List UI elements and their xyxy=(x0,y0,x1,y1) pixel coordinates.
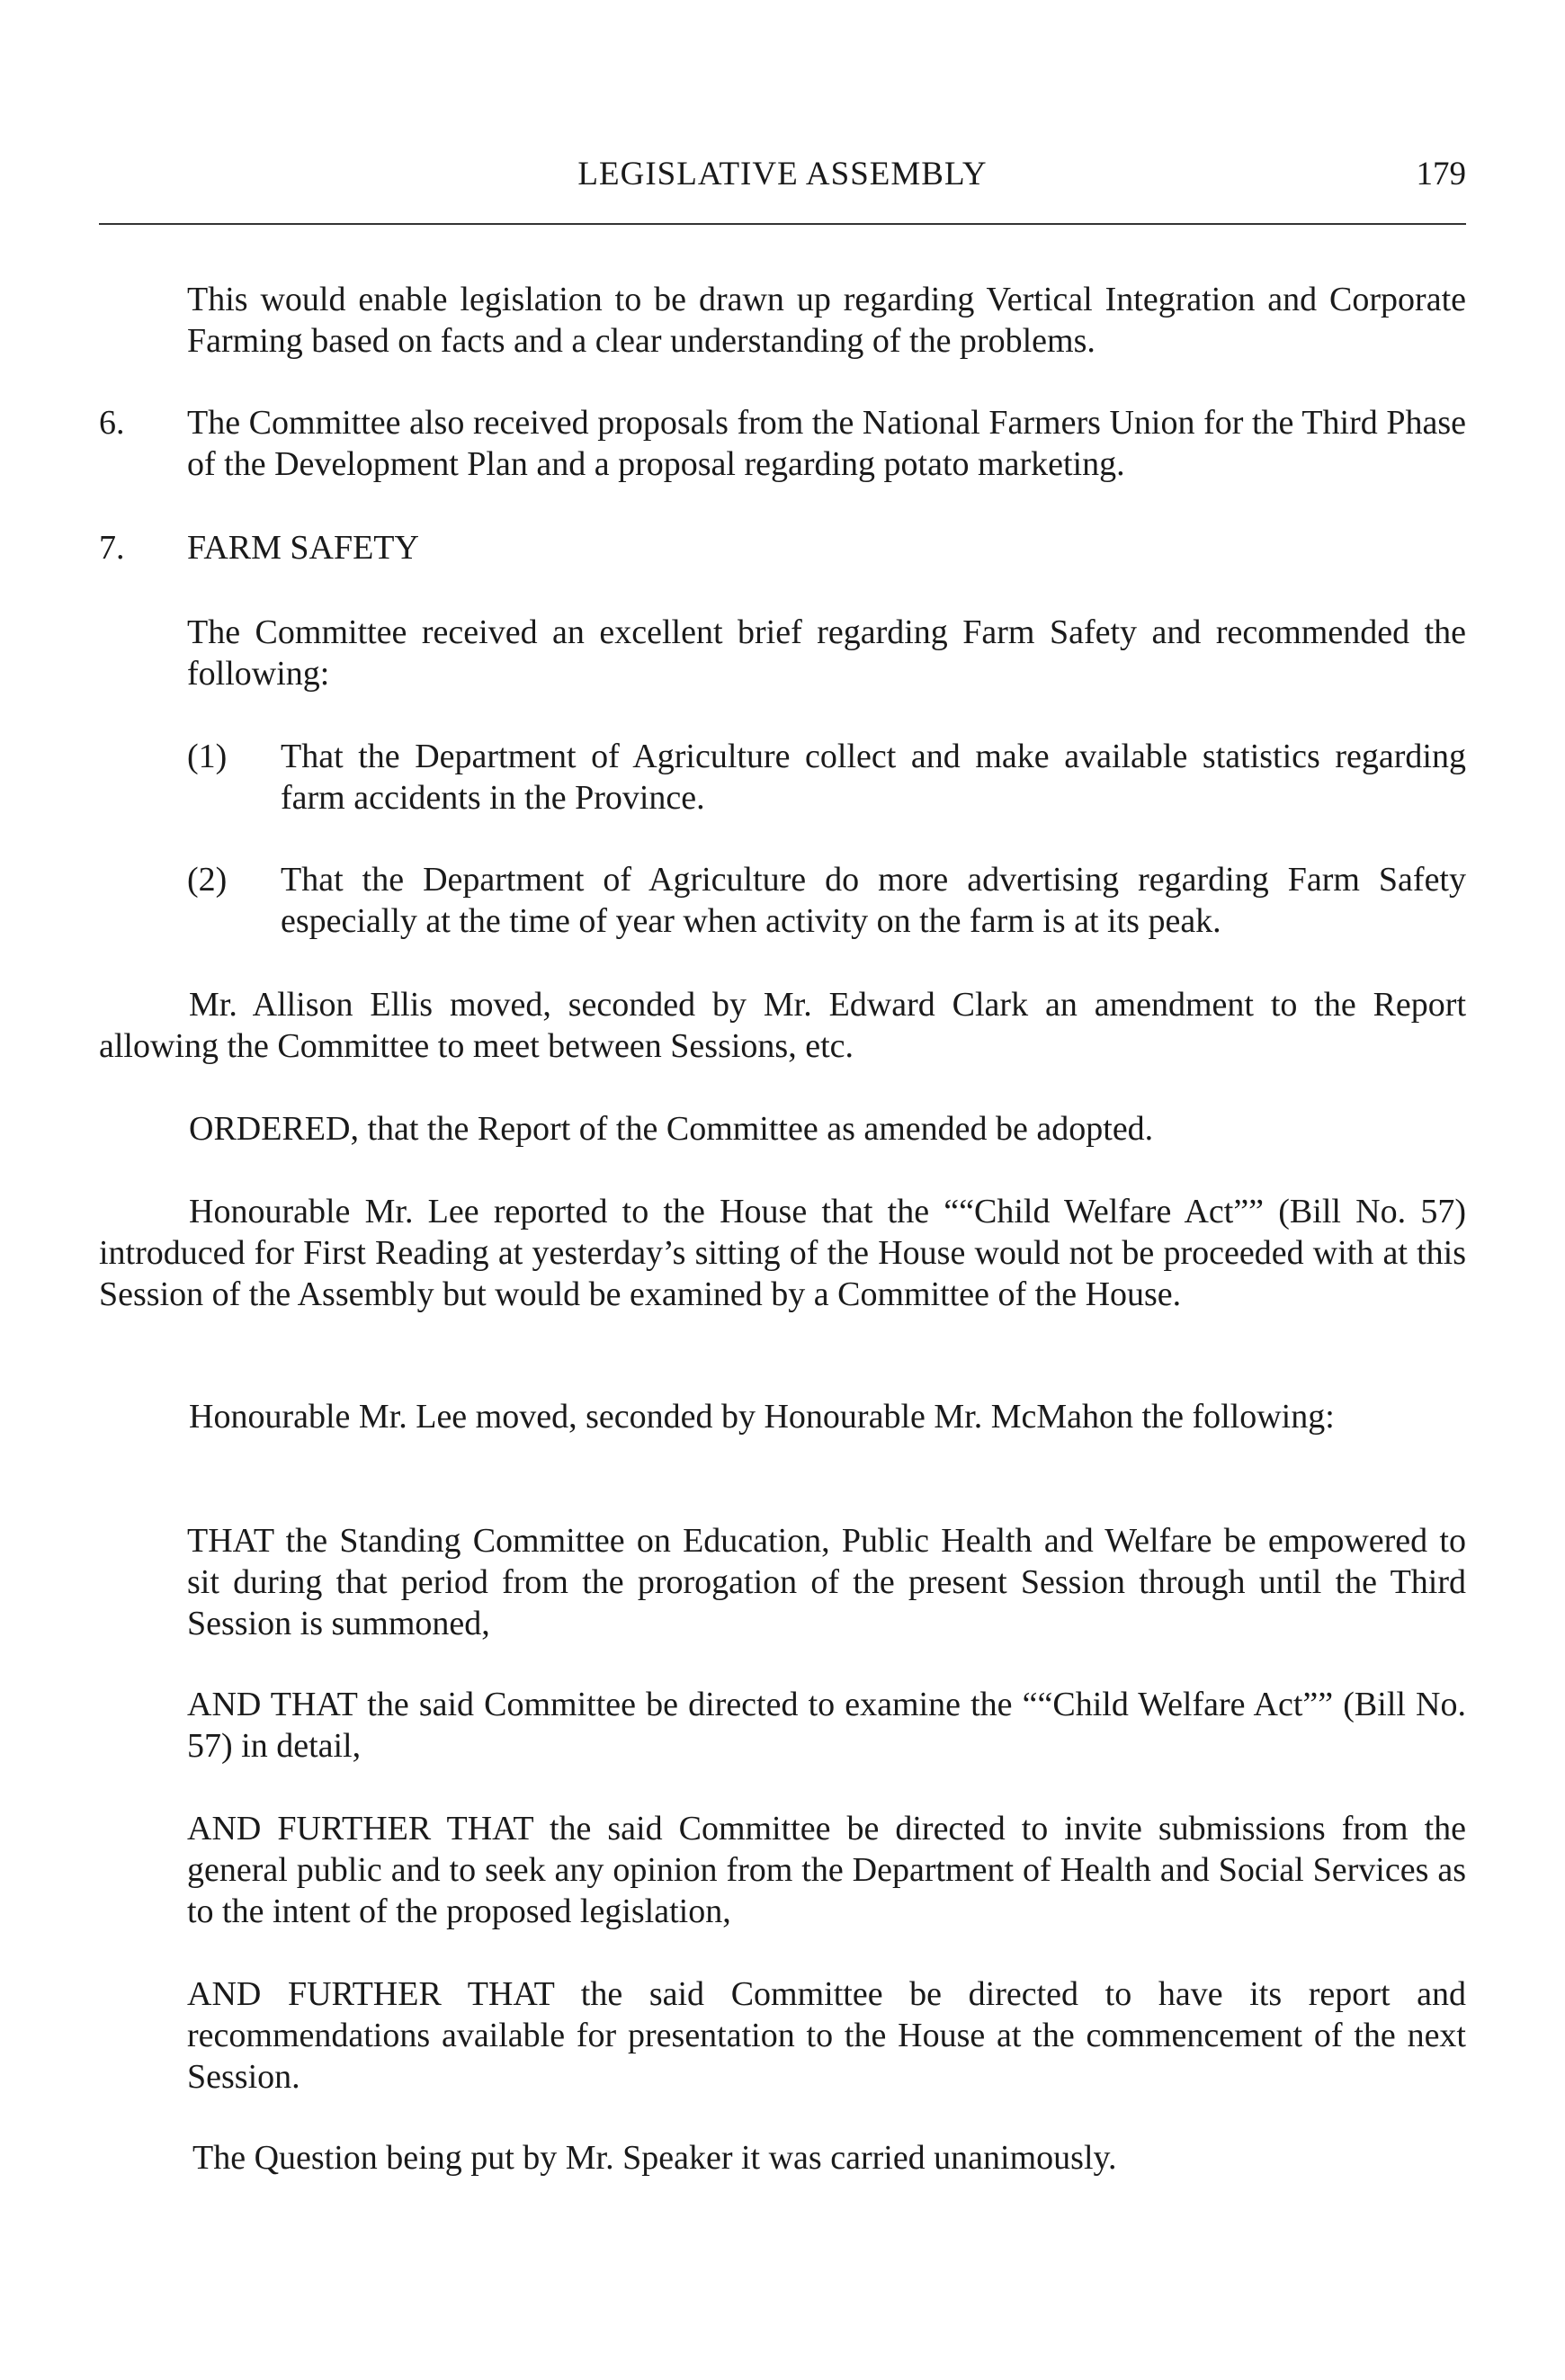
paragraph-lee-report: Honourable Mr. Lee reported to the House that the ““Child Welfare Act”” (Bill No. 57) introduced for First Reading at yesterday’s sitting of the House would not be proceeded with at this Session of the Assembly but would be examined by a Committee of the House. xyxy=(99,1193,1466,1313)
item-number-6: 6. xyxy=(99,404,125,442)
header-rule xyxy=(99,223,1466,225)
paragraph-question-carried: The Question being put by Mr. Speaker it was carried unanimously. xyxy=(192,2139,1117,2177)
paragraph-ellis-amendment: Mr. Allison Ellis moved, seconded by Mr. Edward Clark an amendment to the Report allowing the Committee to meet between Sessions, etc. xyxy=(99,986,1466,1065)
motion-clause-3: AND FURTHER THAT the said Committee be directed to invite submissions from the general public and to seek any opinion from the Department of Health and Social Services as to the intent of the proposed legislation, xyxy=(187,1810,1466,1930)
page-number: 179 xyxy=(1416,156,1466,192)
motion-clause-2: AND THAT the said Committee be directed to examine the ““Child Welfare Act”” (Bill No. 57) in detail, xyxy=(187,1686,1466,1765)
motion-clause-1: THAT the Standing Committee on Education, Public Health and Welfare be empowered to sit during that period from the prorogation of the present Session through until the Third Session is summoned, xyxy=(187,1522,1466,1642)
paragraph-vertical-integration: This would enable legislation to be drawn up regarding Vertical Integration and Corporate Farming based on facts and a clear understanding of the problems. xyxy=(187,281,1466,360)
sub-item-number-1: (1) xyxy=(187,738,228,775)
item-number-7: 7. xyxy=(99,529,125,567)
item-6-text: The Committee also received proposals from the National Farmers Union for the Third Phase of the Development Plan and a proposal regarding potato marketing. xyxy=(187,404,1466,483)
paragraph-farm-safety-brief: The Committee received an excellent brief regarding Farm Safety and recommended the following: xyxy=(187,613,1466,693)
motion-clause-4: AND FURTHER THAT the said Committee be directed to have its report and recommendations available for presentation to the House at the commencement of the next Session. xyxy=(187,1975,1466,2096)
page-header xyxy=(99,151,1466,205)
paragraph-lee-moved: Honourable Mr. Lee moved, seconded by Honourable Mr. McMahon the following: xyxy=(189,1398,1335,1436)
sub-item-2-text: That the Department of Agriculture do more advertising regarding Farm Safety especially at the time of year when activity on the farm is at its peak. xyxy=(281,861,1466,940)
item-7-heading: FARM SAFETY xyxy=(187,529,419,567)
running-title: LEGISLATIVE ASSEMBLY xyxy=(577,156,988,192)
sub-item-number-2: (2) xyxy=(187,861,228,899)
paragraph-ordered: ORDERED, that the Report of the Committee as amended be adopted. xyxy=(189,1110,1154,1148)
sub-item-1-text: That the Department of Agriculture collect and make available statistics regarding farm accidents in the Province. xyxy=(281,738,1466,817)
